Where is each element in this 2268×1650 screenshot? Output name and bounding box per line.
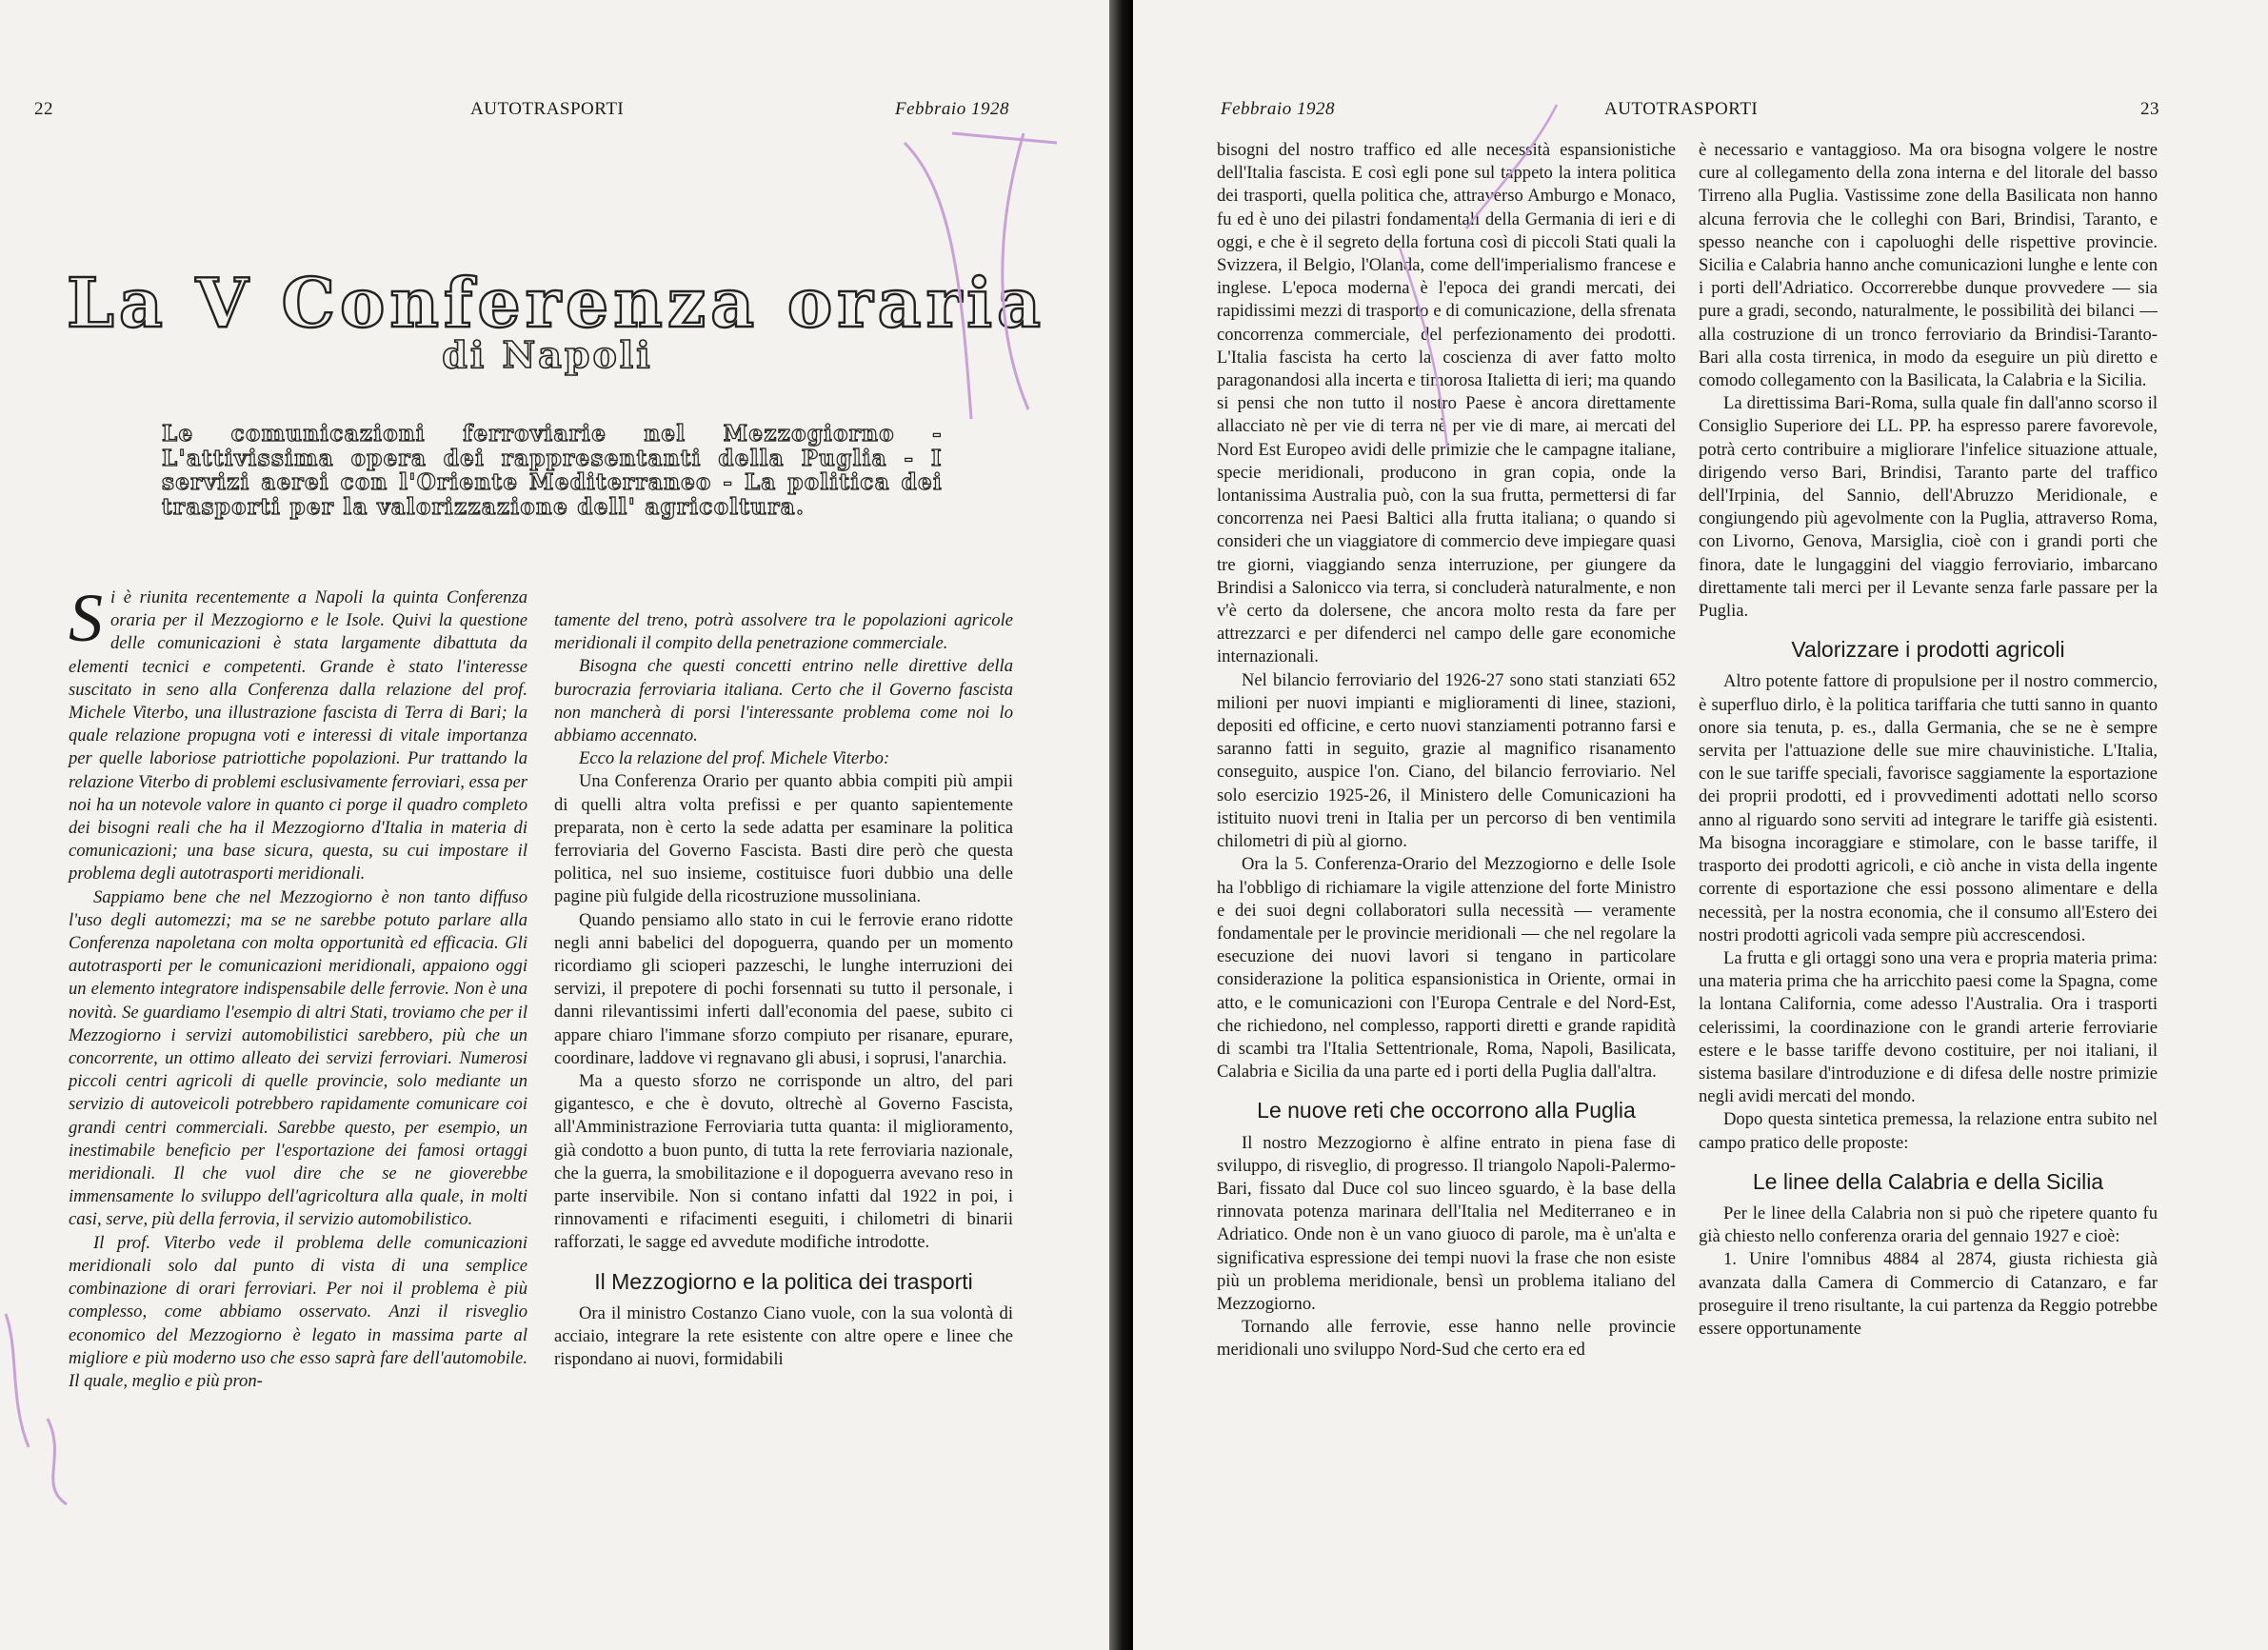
paragraph: Sappiamo bene che nel Mezzogiorno è non tanto diffuso l'uso degli automezzi; ma se ne sarebbe potuto parlare alla Conferenza napoletana con molta opportunità ed efficacia. Gli autotrasporti per le comunicazioni meridionali, appaiono oggi un elemento integratore indispensabile delle ferrovie. Non è una novità. Se guardiamo l'esempio di altri Stati, troviamo che per il Mezzogiorno i servizi automobilistici sarebbero, più che un concorrente, un ottimo alleato dei servizi ferroviari. Numerosi piccoli centri agricoli di quelle provincie, solo mediante un servizio di autoveicoli potrebbero rapidamente comunicare coi grandi centri commerciali. Sarebbe questo, per esempio, un inestimabile beneficio per l'esportazione dei famosi ortaggi meridionali. Il che vuol dire che se ne gioverebbe immensamente lo sviluppo dell'agricoltura alla quale, in molti casi, serve, più della ferrovia, il servizio automobilistico. <box>69 886 527 1230</box>
paragraph: Si è riunita recentemente a Napoli la quinta Conferenza oraria per il Mezzogiorno e le Isole. Quivi la questione delle comunicazioni è stata largamente dibattuta da elementi tecnici e competenti. Grande è stato l'interesse suscitato in seno alla Conferenza dalla relazione del prof. Michele Viterbo, una illustrazione fascista di Terra di Bari; la quale relazione propugna voti e interessi di vitale importanza per quelle laboriose patriottiche popolazioni. Pur trattando la relazione Viterbo di problemi esclusivamente ferroviari, essa per noi ha un notevole valore in quanto ci porge il quadro completo dei bisogni reali che ha il Mezzogiorno d'Italia in materia di comunicazioni; una base sicura, questa, su cui impostare il problema degli autotrasporti meridionali. <box>69 580 527 885</box>
drop-cap: S <box>69 580 103 656</box>
paragraph: Il prof. Viterbo vede il problema delle comunicazioni meridionali solo dal punto di vista di una semplice combinazione di orari ferroviari. Per noi il problema è più complesso, come abbiamo osservato. Anzi il risveglio economico del Mezzogiorno è legato in massima parte al migliore e più moderno uso che esso saprà fare dell'automobile. Il quale, meglio e più pron- <box>69 1232 527 1391</box>
paragraph: Altro potente fattore di propulsione per il nostro commercio, è superfluo dirlo, è la politica tariffaria che tutti sanno in quanto onore sia tenuta, p. es., dalla Germania, che se ne è sempre servita per l'attuazione delle sue mire chauvinistiche. L'Italia, con le sue tariffe speciali, favorisce saggiamente la esportazione dei proprii prodotti, ed i provvedimenti adottati nello scorso anno al riguardo sono serviti ad integrare le tariffe già esistenti. Ma bisogna incoraggiare e stimolare, con le basse tariffe, il trasporto dei prodotti agricoli, e ciò anche in vista della ingente corrente di esportazione che essi possono alimentare e della necessità, per la nostra economia, che il consumo all'Estero dei nostri prodotti agricoli vada sempre più accrescendosi. <box>1699 671 2158 945</box>
paragraph: è necessario e vantaggioso. Ma ora bisogna volgere le nostre cure al collegamento della zona interna e del litorale del basso Tirreno alla Puglia. Vastissime zone della Basilicata non hanno alcuna ferrovia che le colleghi con Bari, Brindisi, Taranto, e spesso neanche con i capoluoghi delle rispettive provincie. Sicilia e Calabria hanno anche comunicazioni lunghe e lente con i porti dell'Adriatico. Occorrerebbe dunque provvedere — sia pure a gradi, secondo, naturalmente, le possibilità dei bilanci — alla costruzione di un tronco ferroviario da Brindisi-Taranto-Bari alla costa tirrenica, in modo da eseguire un più diretto e comodo collegamento con la Basilicata, la Calabria e la Sicilia. <box>1699 140 2158 391</box>
paragraph: Tornando alle ferrovie, esse hanno nelle provincie meridionali uno sviluppo Nord-Sud che certo era ed <box>1217 1317 1676 1361</box>
paragraph: Nel bilancio ferroviario del 1926-27 sono stati stanziati 652 milioni per nuovi impianti e miglioramenti di linee, stazioni, depositi ed officine, e certo nuovi stanziamenti potranno farsi e saranno fatti in seguito, grazie al magnifico risanamento conseguito, auspice l'on. Ciano, del bilancio ferroviario. Nel solo esercizio 1925-26, il Ministero delle Comunicazioni ha istituito nuovi treni in Italia per un percorso di ben ventimila chilometri di più al giorno. <box>1217 669 1676 852</box>
pencil-annotations <box>1133 0 2268 1650</box>
paragraph: Ma a questo sforzo ne corrisponde un altro, del pari gigantesco, e che è dovuto, oltrechè al Governo Fascista, all'Amministrazione Ferroviaria tutta quanta: il miglioramento, già condotto a buon punto, di tutta la rete ferroviaria nazionale, che la guerra, la smobilitazione e il dopoguerra avevano reso in parte inservibile. Non si contano infatti dal 1922 in poi, i rinnovamenti e rifacimenti eseguiti, i chilometri di binarii rafforzati, le sagge ed avvedute modifiche introdotte. <box>554 1071 1013 1253</box>
paragraph: La frutta e gli ortaggi sono una vera e propria materia prima: una materia prima che ha arricchito paesi come la Spagna, come la lontana California, come adesso l'Australia. Ora i trasporti celerissimi, la coordinazione con le grandi arterie ferroviarie estere e le basse tariffe devono costituire, per noi italiani, il sistema basilare d'introduzione e di difesa delle nostre primizie negli avidi mercati del mondo. <box>1699 947 2158 1107</box>
running-head: AUTOTRASPORTI <box>1604 99 1759 119</box>
paragraph: tamente del treno, potrà assolvere tra le popolazioni agricole meridionali il compito della penetrazione commerciale. <box>554 610 1013 654</box>
paragraph: Una Conferenza Orario per quanto abbia compiti più ampii di quelli altra volta prefissi e per quanto sapientemente preparata, non è certo la sede adatta per esaminare la politica ferroviaria del Governo Fascista. Basti dire però che questa politica, nel suo insieme, costituisce fuori dubbio una delle pagine più fulgide della ricostruzione mussoliniana. <box>554 771 1013 907</box>
right-page <box>1133 0 2268 1650</box>
section-heading: Valorizzare i prodotti agricoli <box>1791 637 2065 663</box>
section-heading: Il Mezzogiorno e la politica dei trasporti <box>594 1268 973 1294</box>
left-page <box>0 0 1109 1650</box>
paragraph: Per le linee della Calabria non si può che ripetere quanto fu già chiesto nello conferenza oraria del gennaio 1927 e cioè: <box>1699 1203 2158 1247</box>
paragraph: Dopo questa sintetica premessa, la relazione entra subito nel campo pratico delle proposte: <box>1699 1109 2158 1153</box>
article-subtitle: di Napoli <box>442 333 653 376</box>
article-deck: Le comunicazioni ferroviarie nel Mezzogiorno - L'attivissima opera dei rappresentanti della Puglia - I servizi aerei con l'Oriente Mediterraneo - La politica dei trasporti per la valorizzazione dell' agricoltura. <box>162 421 943 520</box>
paragraph: Ecco la relazione del prof. Michele Viterbo: <box>579 748 890 769</box>
paragraph: Bisogna che questi concetti entrino nelle direttive della burocrazia ferroviaria italiana. Certo che il Governo fascista non mancherà di porsi l'interessante problema come noi lo abbiamo accennato. <box>554 656 1013 746</box>
section-heading: Le nuove reti che occorrono alla Puglia <box>1257 1098 1636 1123</box>
page-number: 22 <box>34 99 53 119</box>
article-title: La V Conferenza oraria <box>67 263 1046 343</box>
paragraph: Ora il ministro Costanzo Ciano vuole, con la sua volontà di acciaio, integrare la rete esistente con altre opere e linee che rispondano ai nuovi, formidabili <box>554 1302 1013 1370</box>
paragraph: bisogni del nostro traffico ed alle necessità espansionistiche dell'Italia fascista. E così egli pone sul tappeto la intera politica dei trasporti, quella politica che, attraverso Amburgo e Monaco, fu ed è uno dei pilastri fondamentali della Germania di ieri e di oggi, e che è il segreto della fortuna così di piccoli Stati quali la Svizzera, il Belgio, l'Olanda, come dell'imperialismo francese e inglese. L'epoca moderna è l'epoca dei grandi mercati, dei rapidissimi mezzi di trasporto e di comunicazione, della sfrenata concorrenza commerciale, del perfezionamento dei prodotti. L'Italia fascista ha certo la coscienza di aver fatto molto paragonandosi alla incerta e timorosa Italietta di ieri; ma quando si pensi che non tutto il nostro Paese è ancora direttamente allacciato nè per vie di terra nè per vie di mare, ai mercati del Nord Est Europeo avidi delle primizie che le campagne italiane, specie meridionali, producono in gran copia, onde la lontanissima Australia può, con la sua frutta, permettersi di far concorrenza nei Paesi Baltici alla frutta italiana; o quando si consideri che un viaggiatore di commercio deve impiegare quasi tre giorni, viaggiando senza interruzione, per giungere da Brindisi a Salonicco via terra, si concluderà naturalmente, e non v'è certo da dolersene, che ancora molto resta da fare per attrezzarci e per difenderci nel campo delle gare economiche internazionali. <box>1217 140 1676 667</box>
running-head: AUTOTRASPORTI <box>470 99 625 119</box>
paragraph: Quando pensiamo allo stato in cui le ferrovie erano ridotte negli anni babelici del dopoguerra, quando per un momento ricordiamo gli scioperi pazzeschi, le lunghe interruzioni dei servizi, il prepotere di pochi forsennati su tutto il personale, i danni rilevantissimi inferti dall'economia del paese, subito ci appare chiaro l'immane sforzo compiuto per risanare, epurare, coordinare, laddove vi regnavano gli abusi, i soprusi, l'anarchia. <box>554 909 1013 1068</box>
issue-date: Febbraio 1928 <box>895 99 1009 119</box>
paragraph: Il nostro Mezzogiorno è alfine entrato in piena fase di sviluppo, di risveglio, di progresso. Il triangolo Napoli-Palermo-Bari, fissato dal Duce col suo linceo sguardo, è la base della rinnovata potenza marinara dell'Italia nel Mediterraneo e in Adriatico. Onde non è un vano giuoco di parole, ma è un'alta e significativa espressione dei tempi nuovi la frase che non esiste più un problema meridionale, bensì un problema italiano del Mezzogiorno. <box>1217 1132 1676 1314</box>
scan-edge-left <box>1109 0 1133 1650</box>
pencil-annotations <box>0 0 1109 1650</box>
issue-date: Febbraio 1928 <box>1221 99 1335 119</box>
paragraph: La direttissima Bari-Roma, sulla quale fin dall'anno scorso il Consiglio Superiore dei LL. PP. ha espresso parere favorevole, potrà certo contribuire a migliorare l'infelice situazione attuale, dirigendo verso Bari, Brindisi, Taranto parte del traffico dell'Irpinia, del Sannio, dell'Abruzzo Meridionale, e congiungendo più agevolmente con la Puglia, attraverso Roma, con Livorno, Genova, Marsiglia, cioè con i grandi porti che finora, date le lungaggini del viaggio ferroviario, imbarcano direttamente tali merci per il Levante senza farle passare per la Puglia. <box>1699 393 2158 622</box>
paragraph: Ora la 5. Conferenza-Orario del Mezzogiorno e delle Isole ha l'obbligo di richiamare la vigile attenzione del forte Ministro e dei suoi degni collaboratori sulla necessità — veramente fondamentale per le provincie meridionali — che nel regolare la esecuzione dei nuovi lavori si tengano in particolare considerazione la politica espansionistica in Oriente, ormai in atto, e le comunicazioni con l'Europa Centrale e del Nord-Est, che richiedono, nel complesso, rapporti diretti e grande rapidità di scambi tra l'Italia Settentrionale, Roma, Napoli, Basilicata, Calabria e Sicilia da una parte ed i porti della Puglia dall'altra. <box>1217 854 1676 1083</box>
page-number: 23 <box>2140 99 2159 119</box>
section-heading: Le linee della Calabria e della Sicilia <box>1752 1168 2104 1194</box>
paragraph: 1. Unire l'omnibus 4884 al 2874, giusta richiesta già avanzata dalla Camera di Commercio di Catanzaro, e far proseguire il treno risultante, la cui partenza da Reggio potrebbe essere opportunamente <box>1699 1249 2158 1339</box>
